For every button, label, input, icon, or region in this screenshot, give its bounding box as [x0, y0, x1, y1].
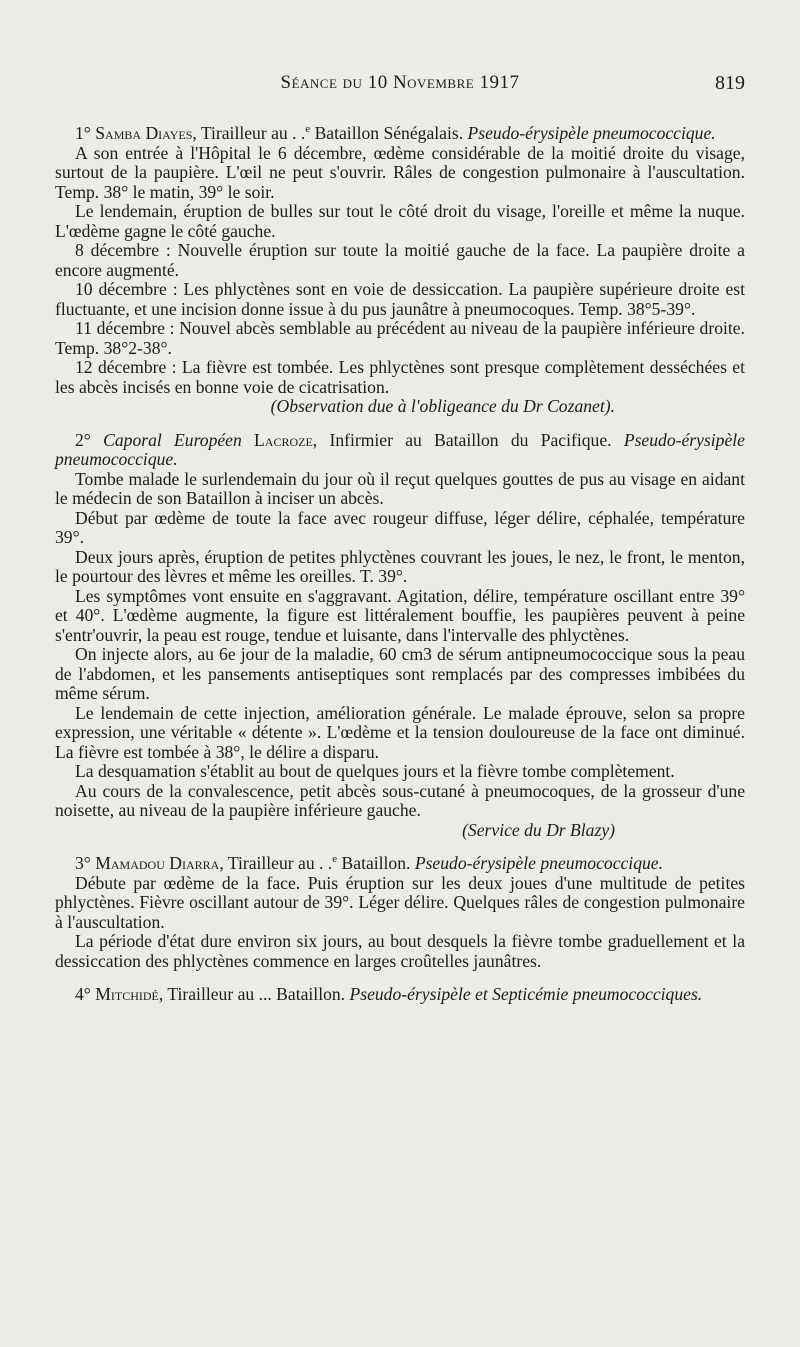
paragraph: La période d'état dure environ six jours, au bout desquels la fièvre tombe graduellement et la dessiccation des phlyctènes commence en larges croûtelles jaunâtres.: [55, 931, 745, 971]
page-header: [55, 72, 745, 102]
ordinal-sup: e: [332, 853, 338, 866]
battalion: Bataillon Sénégalais.: [310, 123, 464, 143]
paragraph: 11 décembre : Nouvel abcès semblable au précédent au niveau de la paupière inférieure droite. Temp. 38°2-38°.: [55, 318, 745, 358]
paragraph: Débute par œdème de la face. Puis éruption sur les deux joues d'une multitude de petites phlyctènes. Fièvre oscillant autour de 39°. Léger délire. Quelques râles de congestion pulmonaire à l'auscultation.: [55, 872, 745, 932]
paragraph: 10 décembre : Les phlyctènes sont en voie de dessiccation. La paupière supérieure droite est fluctuante, et une incision donne issue à du pus jaunâtre à pneumocoques. Temp. 38°5-39°.: [55, 279, 745, 319]
paragraph: Tombe malade le surlendemain du jour où il reçut quelques gouttes de pus au visage en aidant le médecin de son Bataillon à inciser un abcès.: [55, 468, 745, 508]
case-entry-1: [55, 124, 745, 417]
case-number: 1°: [75, 123, 91, 143]
patient-name: Lacroze: [254, 429, 313, 450]
observation-credit: (Observation due à l'obligeance du Dr Cozanet).: [270, 396, 615, 416]
patient-name: Samba Diayes: [95, 123, 193, 143]
paragraph: Le lendemain de cette injection, amélioration générale. Le malade éprouve, selon sa propre expression, une véritable « détente ». L'œdème et la tension douloureuse de la face ont diminué. La fièvre est tombée à 38°, le délire a disparu.: [55, 702, 745, 762]
paragraph: Le lendemain, éruption de bulles sur tout le côté droit du visage, l'oreille et même la nuque. L'œdème gagne le côté gauche.: [55, 201, 745, 241]
diagnosis: Pseudo-érysipèle pneumococcique.: [55, 429, 745, 469]
case-heading: [55, 985, 745, 1005]
paragraph: Début par œdème de toute la face avec rougeur diffuse, léger délire, céphalée, température 39°.: [55, 507, 745, 547]
diagnosis: Pseudo-érysipèle pneumococcique.: [414, 853, 663, 873]
paragraph: 8 décembre : Nouvelle éruption sur toute la moitié gauche de la face. La paupière droite a encore augmenté.: [55, 240, 745, 280]
case-number: 2°: [75, 429, 91, 450]
page-body: [55, 124, 745, 1019]
paragraph: Deux jours après, éruption de petites phlyctènes couvrant les joues, le nez, le front, le menton, le pourtour des lèvres et même les oreilles. T. 39°.: [55, 546, 745, 586]
diagnosis: Pseudo-érysipèle et Septicémie pneumococciques.: [349, 984, 703, 1004]
case-entry-4: [55, 985, 745, 1005]
battalion: Bataillon.: [337, 853, 411, 873]
patient-rank: , Tirailleur au ... Bataillon.: [158, 984, 346, 1004]
case-number: 3°: [75, 853, 91, 873]
patient-name: Mamadou Diarra: [95, 853, 220, 873]
ordinal-sup: e: [305, 123, 311, 136]
paragraph: Au cours de la convalescence, petit abcès sous-cutané à pneumocoques, de la grosseur d'une noisette, au niveau de la paupière inférieure gauche.: [55, 780, 745, 820]
running-title: Séance du 10 Novembre 1917: [280, 72, 520, 93]
patient-name: Mitchidé: [95, 984, 159, 1004]
paragraph: On injecte alors, au 6e jour de la maladie, 60 cm3 de sérum antipneumococcique sous la peau de l'abdomen, et les pansements antiseptiques sont remplacés par des compresses imbibées du même sérum.: [55, 644, 745, 703]
case-entry-2: [55, 431, 745, 841]
case-entry-3: [55, 854, 745, 971]
patient-rank-italic: Caporal Européen: [103, 429, 242, 450]
case-heading: [55, 124, 745, 144]
paragraph: 12 décembre : La fièvre est tombée. Les phlyctènes sont presque complètement desséchées et les abcès incisés en bonne voie de cicatrisation.: [55, 357, 745, 397]
patient-rank: , Tirailleur au . .: [219, 853, 333, 873]
diagnosis: Pseudo-érysipèle pneumococcique.: [467, 123, 716, 143]
page-number: 819: [715, 72, 745, 94]
case-number: 4°: [75, 984, 91, 1004]
paragraph: Les symptômes vont ensuite en s'aggravant. Agitation, délire, température oscillant entre 39° et 40°. L'œdème augmente, la figure est littéralement bouffie, les paupières peuvent à peine s'entr'ouvrir, la peau est rouge, tendue et luisante, dans l'intervalle des phlyctènes.: [55, 585, 745, 645]
paragraph: A son entrée à l'Hôpital le 6 décembre, œdème considérable de la moitié droite du visage, surtout de la paupière. L'œil ne peut s'ouvrir. Râles de congestion pulmonaire à l'auscultation. Temp. 38° le matin, 39° le soir.: [55, 142, 745, 202]
observation-credit: (Service du Dr Blazy): [462, 819, 615, 840]
paragraph: La desquamation s'établit au bout de quelques jours et la fièvre tombe complètement.: [75, 761, 675, 781]
case-heading: [55, 854, 745, 874]
patient-rank: , Infirmier au Bataillon du Pacifique.: [312, 429, 612, 450]
case-heading: [55, 431, 745, 470]
patient-rank: , Tirailleur au . .: [192, 123, 306, 143]
